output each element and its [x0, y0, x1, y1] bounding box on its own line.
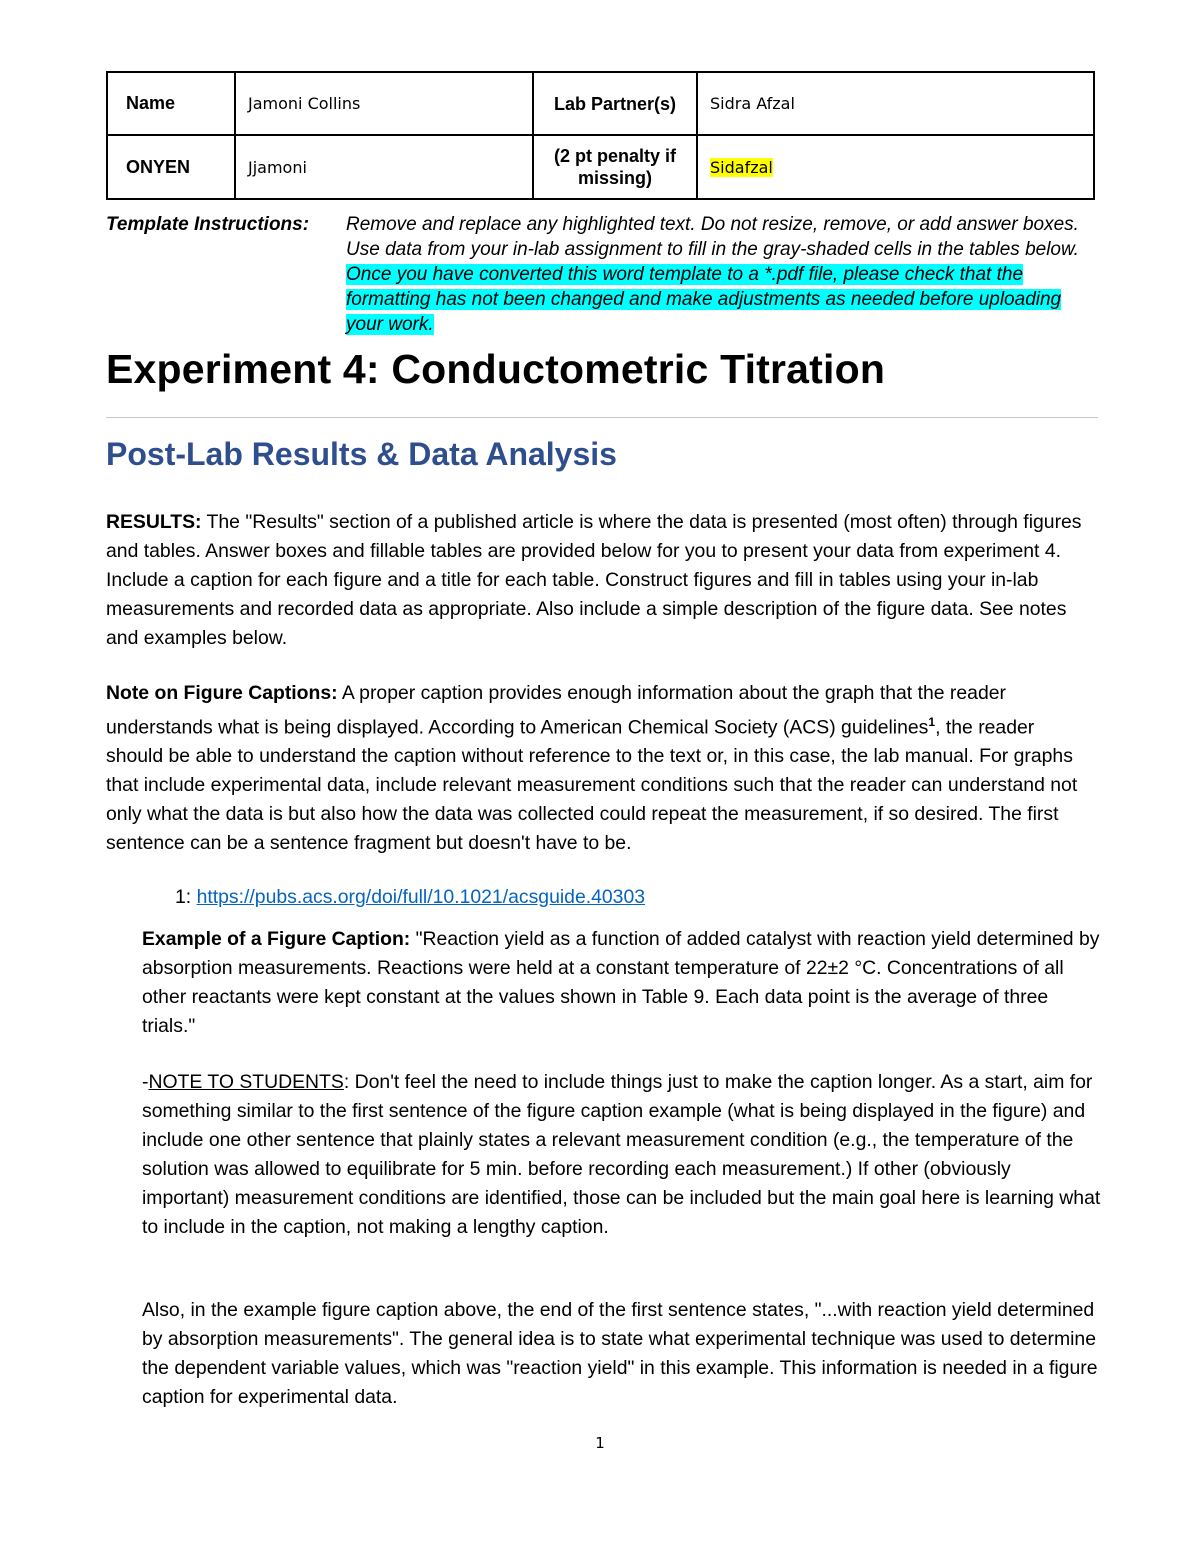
partner-onyen-value: Sidafzal [710, 157, 773, 177]
title-divider [106, 417, 1098, 418]
note-students-text: : Don't feel the need to include things just to make the caption longer. As a start, aim for something similar to the first sentence of the figure caption example (what is being displayed in the figure) and include one other sentence that plainly states a relevant measurement condition (e.g., the temperature of the solution was allowed to equilibrate for 5 min. before recording each measurement.) If other (obviously important) measurement conditions are identified, those can be included but the main goal here is learning what to include in the caption, not making a lengthy caption. [142, 1071, 1101, 1238]
example-caption-paragraph [142, 925, 1102, 1041]
instructions-text [346, 212, 1096, 337]
results-text: The "Results" section of a published article is where the data is presented (most often) through figures and tables. Answer boxes and fillable tables are provided below for you to present your data from experiment 4. Include a caption for each figure and a title for each table. Construct figures and fill in tables using your in-lab measurements and recorded data as appropriate. Also include a simple description of the figure data. See notes and examples below. [106, 511, 1082, 649]
example-caption-text: "Reaction yield as a function of added catalyst with reaction yield determined by absorption measurements. Reactions were held at a constant temperature of 22±2 °C. Concentrations of all other reactants were kept constant at the values shown in Table 9. Each data point is the average of three trials." [142, 928, 1100, 1037]
footnote-number: 1 [175, 886, 186, 908]
name-label: Name [107, 72, 235, 135]
student-info-table [106, 71, 1095, 200]
footnote-sep: : [185, 886, 197, 908]
example-caption-label: Example of a Figure Caption: [142, 928, 411, 950]
penalty-label: (2 pt penalty if missing) [533, 135, 697, 199]
note-students-label: NOTE TO STUDENTS [148, 1071, 344, 1093]
footnote-ref: 1 [928, 715, 936, 729]
footnote [175, 886, 645, 909]
lab-partner-value: Sidra Afzal [697, 72, 1094, 135]
page-number: 1 [595, 1434, 605, 1452]
note-students-dash: - [142, 1071, 149, 1093]
page-title: Experiment 4: Conductometric Titration [106, 346, 886, 392]
onyen-label: ONYEN [107, 135, 235, 199]
instructions-plain: Remove and replace any highlighted text. Do not resize, remove, or add answer boxes. Use data from your in-lab assignment to fill in the gray-shaded cells in the tables below. [346, 214, 1079, 260]
template-instructions [106, 212, 1096, 337]
results-label: RESULTS: [106, 511, 202, 533]
note-captions-label: Note on Figure Captions: [106, 682, 338, 704]
also-paragraph: Also, in the example figure caption above, the end of the first sentence states, "...with reaction yield determined by absorption measurements". The general idea is to state what experimental technique was used to determine the dependent variable values, which was "reaction yield" in this example. This information is needed in a figure caption for experimental data. [142, 1299, 1098, 1408]
note-captions-text-a: A proper caption provides enough information about the graph that the reader understands what is being displayed. According to American Chemical Society (ACS) guidelines [106, 682, 1006, 739]
onyen-value: Jjamoni [235, 135, 533, 199]
instructions-highlight: Once you have converted this word template to a *.pdf file, please check that the formatting has not been changed and make adjustments as needed before uploading your work. [346, 264, 1062, 335]
lab-partner-label: Lab Partner(s) [533, 72, 697, 135]
name-value: Jamoni Collins [235, 72, 533, 135]
note-students-paragraph [142, 1068, 1102, 1242]
acs-guide-link[interactable]: https://pubs.acs.org/doi/full/10.1021/acsguide.40303 [196, 886, 646, 908]
note-captions-text-b: , the reader should be able to understand the caption without reference to the text or, in this case, the lab manual. For graphs that include experimental data, include relevant measurement conditions such that the reader can understand not only what the data is but also how the data was collected could repeat the measurement, if so desired. The first sentence can be a sentence fragment but doesn't have to be. [106, 716, 1078, 855]
results-paragraph [106, 508, 1096, 653]
instructions-label: Template Instructions: [106, 214, 310, 235]
note-captions-paragraph [106, 679, 1096, 858]
section-heading: Post-Lab Results & Data Analysis [106, 436, 617, 472]
